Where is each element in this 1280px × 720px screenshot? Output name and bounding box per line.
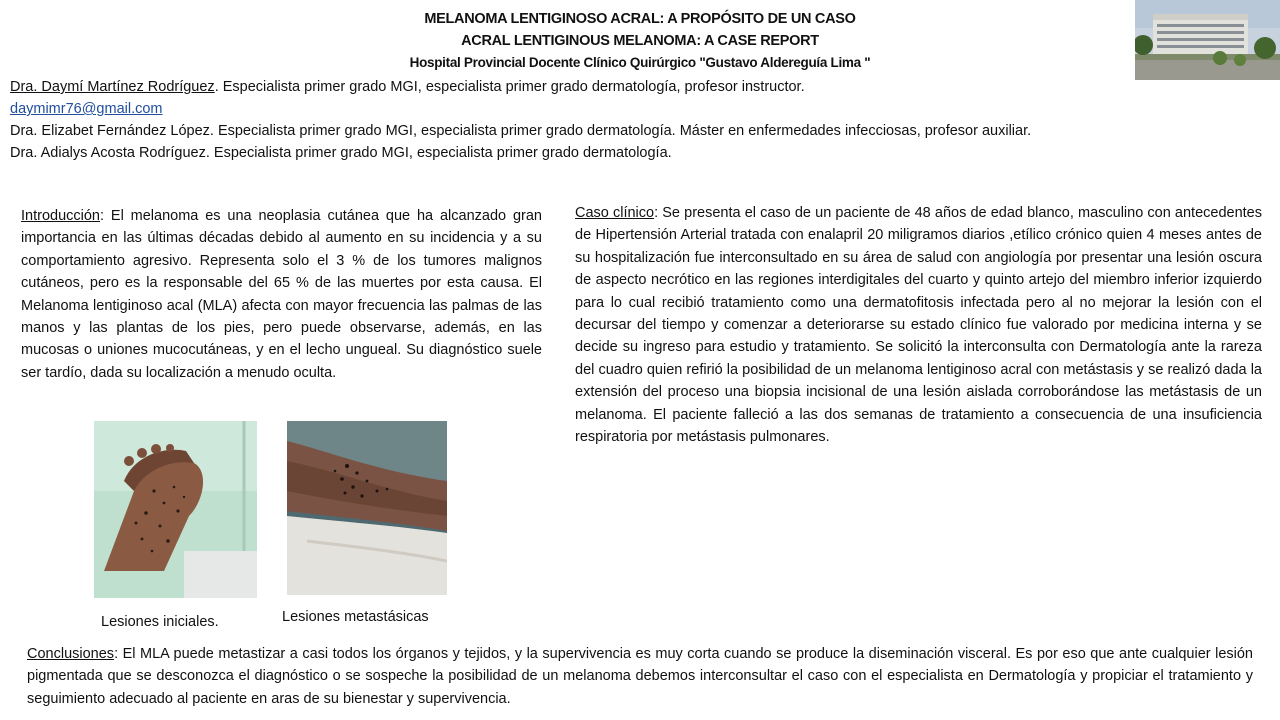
conclusions-label: Conclusiones xyxy=(27,646,115,662)
poster-header xyxy=(0,8,1280,74)
initial-lesions-photo xyxy=(94,421,257,598)
title-spanish: MELANOMA LENTIGINOSO ACRAL: A PROPÓSITO DE UN CASO xyxy=(424,11,856,27)
caption-initial-lesions: Lesiones iniciales. xyxy=(101,614,219,630)
introduction-section xyxy=(21,205,542,384)
author-1 xyxy=(10,76,1031,98)
introduction-text: : El melanoma es una neoplasia cutánea que ha alcanzado gran importancia en las últimas décadas debido al aumento en su incidencia y a su comportamiento agresivo. Representa solo el 3 % de los tumores malignos cutáneos, pero es la responsable del 65 % de las muertes por esta causa. El Melanoma lentiginoso acal (MLA) afecta con mayor frecuencia las palmas de las manos y las plantas de los pies, pero puede observarse, además, en las mucosas o uniones mucocutáneas, y en el lecho ungueal. Su diagnóstico suele ser tardío, dada su localización a menudo oculta. xyxy=(21,208,542,381)
author-1-name: Dra. Daymí Martínez Rodríguez xyxy=(10,79,215,95)
conclusions-section xyxy=(27,643,1253,710)
conclusions-text: : El MLA puede metastizar a casi todos los órganos y tejidos, y la supervivencia es muy corta cuando se produce la diseminación visceral. Es por eso que ante cualquier lesión pigmentada que se desconozca el diagnóstico o se sospeche la posibilidad de un melanoma debemos interconsultar el caso con el especialista en Dermatología y propiciar el tratamiento y seguimiento adecuado al paciente en aras de su bienestar y supervivencia. xyxy=(27,646,1253,707)
hospital-name: Hospital Provincial Docente Clínico Quirúrgico "Gustavo Aldereguía Lima " xyxy=(409,55,871,70)
introduction-label: Introducción xyxy=(21,208,100,224)
author-email-link[interactable]: daymimr76@gmail.com xyxy=(10,101,163,117)
author-1-description: . Especialista primer grado MGI, especialista primer grado dermatología, profesor instructor. xyxy=(214,79,805,95)
hospital-building-photo xyxy=(1135,0,1280,80)
clinical-case-label: Caso clínico xyxy=(575,205,655,221)
metastatic-lesions-photo xyxy=(287,421,447,595)
clinical-case-section xyxy=(575,202,1262,448)
author-3: Dra. Adialys Acosta Rodríguez. Especialista primer grado MGI, especialista primer grado dermatología. xyxy=(10,145,672,161)
caption-metastatic-lesions: Lesiones metastásicas xyxy=(282,609,429,625)
authors-block xyxy=(10,76,1031,164)
clinical-case-text: : Se presenta el caso de un paciente de 48 años de edad blanco, masculino con antecedentes de Hipertensión Arterial tratada con enalapril 20 miligramos diarios ,etílico crónico quien 4 meses antes de su hospitalización fue interconsultado en su área de salud con angiología por presentar una lesión oscura de aspecto necrótico en las regiones interdigitales del cuarto y quinto artejo del miembro inferior izquierdo para lo cual recibió tratamiento como una dermatofitosis infectada pero al no mejorar la lesión con el decursar del tiempo y comenzar a deteriorarse su estado clínico fue valorado por medicina interna y se decide su ingreso para estudio y tratamiento. Se solicitó la interconsulta con Dermatología ante la rareza del cuadro quien refirió la posibilidad de un melanoma lentiginoso acral con metástasis y se realizó dada la extensión del proceso una biopsia incisional de una lesión aislada corroborándose las metástasis de un melanoma. El paciente falleció a las dos semanas de tratamiento a consecuencia de una insuficiencia respiratoria por metástasis pulmonares. xyxy=(575,205,1262,446)
title-english: ACRAL LENTIGINOUS MELANOMA: A CASE REPORT xyxy=(461,33,819,49)
author-2: Dra. Elizabet Fernández López. Especialista primer grado MGI, especialista primer grado dermatología. Máster en enfermedades infecciosas, profesor auxiliar. xyxy=(10,123,1032,139)
